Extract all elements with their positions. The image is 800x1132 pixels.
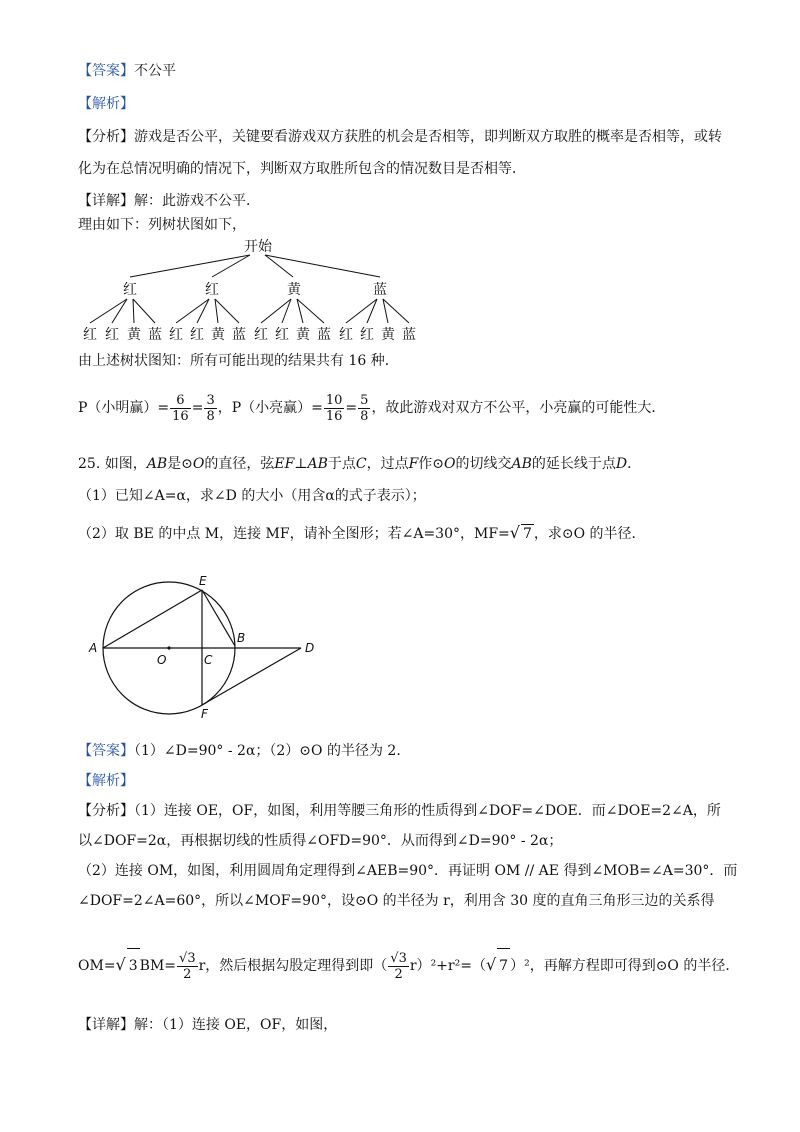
label-f: F xyxy=(201,707,208,721)
denominator: 2 xyxy=(394,966,403,982)
p-liang-label: P（小亮赢）= xyxy=(231,400,323,416)
stem-text: ． xyxy=(627,456,642,472)
fraction-3-8 xyxy=(204,393,216,424)
fraction-sqrt3-over-2 xyxy=(388,951,409,982)
chord-eb xyxy=(202,590,235,646)
formula-text: r） xyxy=(409,958,431,974)
answer-text: （1）∠D=90° - 2α；（2）⊙O 的半径为 2． xyxy=(134,743,411,759)
numerator: 6 xyxy=(170,393,191,409)
q25-fenxi-line-2: 以∠DOF=2α，再根据切线的性质得∠OFD=90°．从而得到∠D=90° - 2α； xyxy=(78,833,563,849)
q25-stem xyxy=(78,455,641,473)
segment-ef: EF xyxy=(274,456,295,472)
tree-leaf: 红 xyxy=(339,327,353,343)
tree-leaf: 红 xyxy=(105,327,119,343)
stem-text: 的延长线于点 xyxy=(531,456,616,472)
circle-figure xyxy=(85,572,325,722)
analysis-heading-24 xyxy=(78,95,134,113)
label-a: A xyxy=(89,641,98,655)
denominator: 8 xyxy=(360,408,369,424)
q25-fenxi-line-5 xyxy=(78,948,739,983)
answer-text: 不公平 xyxy=(134,63,176,79)
point-c: C xyxy=(355,456,367,472)
fenxi-text-1: （1）连接 OE，OF，如图，利用等腰三角形的性质得到∠DOF=∠DOE．而∠DOE=2∠A，所 xyxy=(134,803,721,819)
tree-l1-red-1: 红 xyxy=(123,282,137,298)
label-d: D xyxy=(305,641,315,655)
fenxi-text-1: 游戏是否公平，关键要看游戏双方获胜的机会是否相等，即判断双方取胜的概率是否相等，或转 xyxy=(134,129,722,145)
separator: ， xyxy=(217,400,232,416)
numerator: 5 xyxy=(360,392,369,408)
tree-leaf: 黄 xyxy=(381,327,395,343)
tree-leaf: 蓝 xyxy=(232,327,246,343)
q25-fenxi-line-4: ∠DOF=2∠A=60°，所以∠MOF=90°，设⊙O 的半径为 r，利用含 30 度的直角三角形三边的关系得 xyxy=(78,893,715,909)
formula-text: r，然后根据勾股定理得到即（ xyxy=(198,958,388,974)
point-o: O xyxy=(192,456,205,472)
detail-line-2: 理由如下：列树状图如下， xyxy=(78,217,246,233)
segment-ab: AB xyxy=(307,456,328,472)
fenxi-line-2: 化为在总情况明确的情况下，判断双方取胜所包含的情况数目是否相等． xyxy=(78,161,526,177)
formula-text: ）²，再解方程即可得到⊙O 的半径． xyxy=(510,958,740,974)
tree-leaf: 红 xyxy=(169,327,183,343)
point-f: F xyxy=(408,456,419,472)
stem-text: 25. 如图， xyxy=(78,456,147,472)
q25-part1: （1）已知∠A=α，求∠D 的大小（用含α的式子表示）； xyxy=(78,488,426,504)
radicand: 3 xyxy=(127,948,140,983)
answer-tag: 【答案】 xyxy=(78,63,134,79)
detail-text-1: 解：（1）连接 OE，OF，如图， xyxy=(134,1017,338,1033)
detail-tag: 【详解】 xyxy=(78,1017,134,1033)
stem-text: 于点 xyxy=(327,456,356,472)
numerator: √3 xyxy=(390,950,407,966)
numerator: √3 xyxy=(179,950,196,966)
q25-fenxi-line-1 xyxy=(78,802,721,820)
point-d: D xyxy=(615,456,628,472)
radicand: 7 xyxy=(497,948,510,983)
label-e: E xyxy=(199,574,207,588)
denominator: 8 xyxy=(206,408,215,424)
chord-ae xyxy=(103,590,202,648)
denominator: 2 xyxy=(183,966,192,982)
part2-text: ，求⊙O 的半径． xyxy=(533,526,646,542)
formula-text: BM= xyxy=(139,958,177,974)
tree-leaf: 红 xyxy=(254,327,268,343)
tree-leaf: 蓝 xyxy=(148,327,162,343)
label-c: C xyxy=(204,653,213,667)
fraction-5-8 xyxy=(358,393,370,424)
detail-line-1 xyxy=(78,192,260,210)
fenxi-tag: 【分析】 xyxy=(78,129,134,145)
analysis-tag: 【解析】 xyxy=(78,773,134,789)
sqrt-symbol: √ xyxy=(115,955,126,974)
tree-leaf: 红 xyxy=(275,327,289,343)
radicand: 7 xyxy=(522,526,532,542)
p-tail: ，故此游戏对双方不公平，小亮赢的可能性大． xyxy=(371,400,666,416)
segment-ab: AB xyxy=(511,456,532,472)
tree-leaf: 红 xyxy=(190,327,204,343)
numerator: 10 xyxy=(325,392,343,408)
segment-ab: AB xyxy=(146,456,168,472)
center-dot xyxy=(167,646,170,649)
tree-l1-red-2: 红 xyxy=(205,282,219,298)
sqrt-symbol: √ xyxy=(485,955,497,974)
fraction-10-16 xyxy=(324,393,345,424)
tree-leaf: 黄 xyxy=(127,327,141,343)
tangent-fd xyxy=(202,648,301,705)
sqrt-symbol: √ xyxy=(509,523,520,542)
tree-root: 开始 xyxy=(244,239,272,255)
analysis-heading-25 xyxy=(78,772,134,790)
tree-leaf: 黄 xyxy=(211,327,225,343)
fraction-sqrt3-over-2 xyxy=(177,951,198,982)
stem-text: 是⊙ xyxy=(167,456,193,472)
stem-text: 作⊙ xyxy=(418,456,445,472)
stem-text: ，过点 xyxy=(366,456,409,472)
tree-leaf: 黄 xyxy=(296,327,310,343)
tree-leaf: 蓝 xyxy=(317,327,331,343)
stem-text: 的直径，弦 xyxy=(204,456,275,472)
formula-text: ²+r²=（ xyxy=(430,958,486,974)
stem-text: ⊥ xyxy=(294,456,308,472)
answer-line-25 xyxy=(78,742,410,760)
tree-conclusion: 由上述树状图知：所有可能出现的结果共有 16 种． xyxy=(78,353,399,369)
fenxi-tag: 【分析】 xyxy=(78,803,134,819)
fraction-6-16 xyxy=(170,393,191,424)
tree-leaf: 蓝 xyxy=(402,327,416,343)
answer-tag: 【答案】 xyxy=(78,743,134,759)
q25-part2 xyxy=(78,524,646,543)
point-o: O xyxy=(444,456,456,472)
part2-text: （2）取 BE 的中点 M，连接 MF，请补全图形；若∠A=30°，MF= xyxy=(78,526,510,542)
fenxi-line-1 xyxy=(78,128,722,146)
analysis-tag: 【解析】 xyxy=(78,96,134,112)
tree-l1-blue: 蓝 xyxy=(373,282,387,298)
p-ming-label: P（小明赢）= xyxy=(78,400,170,416)
q25-fenxi-line-3: （2）连接 OM，如图，利用圆周角定理得到∠AEB=90°．再证明 OM // AE 得到∠MOB=∠A=30°．而 xyxy=(78,863,738,879)
answer-line-24 xyxy=(78,62,176,80)
label-o: O xyxy=(157,653,167,667)
label-b: B xyxy=(237,631,246,645)
tree-leaf: 红 xyxy=(83,327,97,343)
tree-l1-yellow: 黄 xyxy=(287,282,301,298)
probability-line: P（小明赢）= $\frac{6}{16}$ = $\frac{3}{8}$ ，P（小亮赢）= $\frac{10}{16}$ = $\frac{5}{8}$ ，故此游戏对双方不公平，小亮赢的可能性大． xyxy=(78,392,666,424)
formula-text: OM= xyxy=(78,958,116,974)
detail-tag: 【详解】 xyxy=(78,193,134,209)
q25-detail-line-1 xyxy=(78,1016,337,1034)
tree-diagram xyxy=(75,235,435,345)
denominator: 16 xyxy=(172,408,189,424)
tree-leaf: 红 xyxy=(360,327,374,343)
numerator: 3 xyxy=(206,392,215,408)
stem-text: 的切线交 xyxy=(455,456,512,472)
detail-text-1: 解：此游戏不公平． xyxy=(134,193,260,209)
denominator: 16 xyxy=(325,408,343,424)
